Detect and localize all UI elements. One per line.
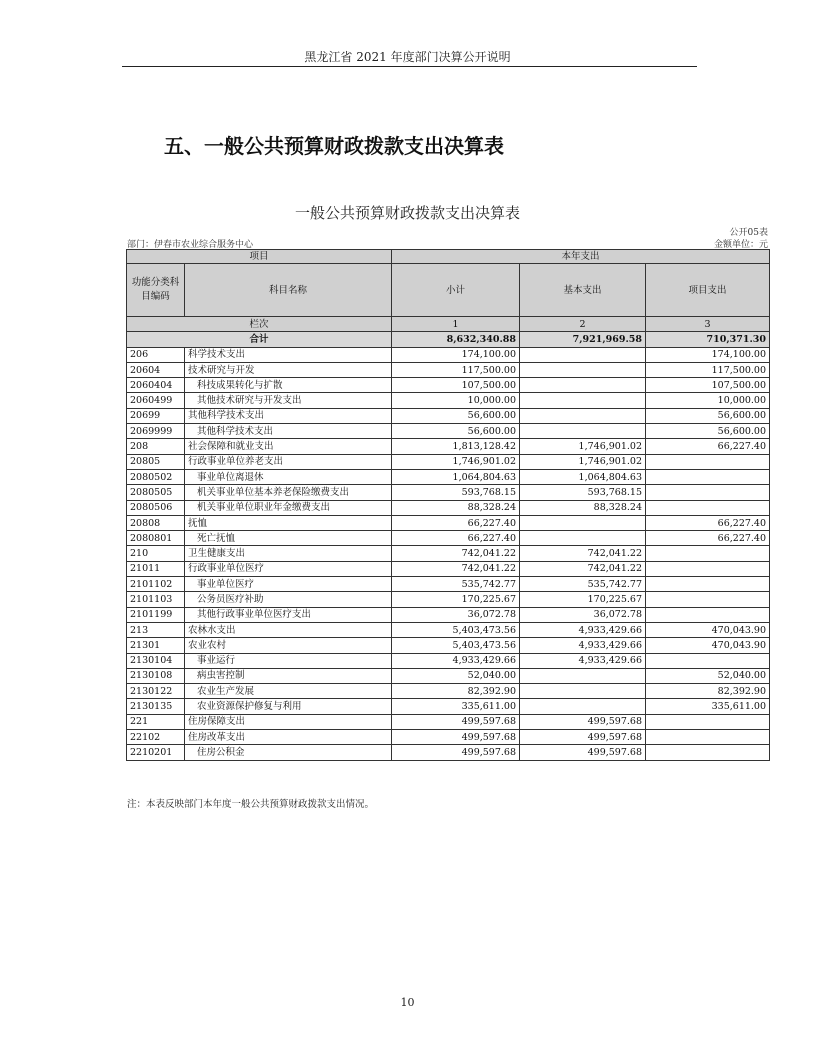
row-basic: 4,933,429.66 [520,638,646,653]
row-project [646,577,770,592]
row-project [646,730,770,745]
table-note: 注：本表反映部门本年度一般公共预算财政拨款支出情况。 [127,799,375,810]
row-basic [520,684,646,699]
row-project: 107,500.00 [646,378,770,393]
line-label: 栏次 [127,317,392,332]
row-subtotal: 742,041.22 [392,546,520,561]
row-basic [520,378,646,393]
row-code: 2130122 [127,684,185,699]
table-row [127,408,770,423]
row-name: 其他科学技术支出 [185,424,392,439]
row-code: 2101102 [127,577,185,592]
row-basic: 742,041.22 [520,546,646,561]
row-name: 技术研究与开发 [185,362,392,377]
row-code: 2101199 [127,607,185,622]
total-basic: 7,921,969.58 [520,332,646,347]
row-project: 66,227.40 [646,531,770,546]
row-subtotal: 335,611.00 [392,699,520,714]
row-project [646,653,770,668]
row-subtotal: 593,768.15 [392,485,520,500]
line-number-row [127,317,770,332]
row-name: 其他行政事业单位医疗支出 [185,607,392,622]
row-name: 事业单位离退休 [185,469,392,484]
header-rule [122,66,697,67]
line-3: 3 [646,317,770,332]
row-basic [520,408,646,423]
row-basic [520,668,646,683]
table-row [127,378,770,393]
row-code: 20699 [127,408,185,423]
table-title: 一般公共预算财政拨款支出决算表 [294,204,520,222]
table-row [127,561,770,576]
table-row [127,500,770,515]
row-project: 56,600.00 [646,408,770,423]
row-name: 其他技术研究与开发支出 [185,393,392,408]
row-code: 21011 [127,561,185,576]
header-row-2 [127,264,770,317]
row-name: 科学技术支出 [185,347,392,362]
row-name: 社会保障和就业支出 [185,439,392,454]
row-project [646,469,770,484]
row-subtotal: 499,597.68 [392,730,520,745]
row-subtotal: 107,500.00 [392,378,520,393]
row-name: 农业生产发展 [185,684,392,699]
row-code: 2080801 [127,531,185,546]
form-code: 公开05表 [729,228,768,238]
row-name: 事业单位医疗 [185,577,392,592]
header-row-1 [127,250,770,264]
table-row [127,668,770,683]
header-basic: 基本支出 [520,264,646,317]
row-name: 其他科学技术支出 [185,408,392,423]
total-row [127,332,770,347]
row-project: 470,043.90 [646,622,770,637]
row-project [646,745,770,760]
row-name: 行政事业单位医疗 [185,561,392,576]
row-basic: 499,597.68 [520,730,646,745]
row-name: 机关事业单位基本养老保险缴费支出 [185,485,392,500]
row-code: 213 [127,622,185,637]
row-code: 21301 [127,638,185,653]
row-project [646,561,770,576]
row-name: 死亡抚恤 [185,531,392,546]
table-row [127,424,770,439]
row-subtotal: 499,597.68 [392,714,520,729]
row-basic: 499,597.68 [520,745,646,760]
total-project: 710,371.30 [646,332,770,347]
row-subtotal: 1,813,128.42 [392,439,520,454]
row-subtotal: 1,746,901.02 [392,454,520,469]
row-subtotal: 5,403,473.56 [392,638,520,653]
row-subtotal: 56,600.00 [392,408,520,423]
row-code: 2060404 [127,378,185,393]
header-project-exp: 项目支出 [646,264,770,317]
section-title: 五、一般公共预算财政拨款支出决算表 [164,134,504,158]
table-row [127,531,770,546]
page-header: 黑龙江省 2021 年度部门决算公开说明 [304,50,511,64]
row-basic: 1,746,901.02 [520,454,646,469]
unit-label: 金额单位：元 [713,240,768,250]
row-project [646,714,770,729]
row-code: 2080505 [127,485,185,500]
row-name: 卫生健康支出 [185,546,392,561]
row-project [646,607,770,622]
table-row [127,347,770,362]
header-current-year: 本年支出 [392,250,770,264]
row-code: 206 [127,347,185,362]
row-basic [520,515,646,530]
row-code: 2080506 [127,500,185,515]
row-name: 住房保障支出 [185,714,392,729]
row-name: 农林水支出 [185,622,392,637]
row-subtotal: 4,933,429.66 [392,653,520,668]
row-name: 住房公积金 [185,745,392,760]
row-project: 52,040.00 [646,668,770,683]
table-row [127,454,770,469]
row-subtotal: 174,100.00 [392,347,520,362]
header-code: 功能分类科目编码 [127,264,185,317]
row-project: 174,100.00 [646,347,770,362]
row-subtotal: 499,597.68 [392,745,520,760]
table-row [127,439,770,454]
row-subtotal: 535,742.77 [392,577,520,592]
row-project [646,546,770,561]
row-subtotal: 66,227.40 [392,531,520,546]
row-basic: 4,933,429.66 [520,622,646,637]
row-basic: 535,742.77 [520,577,646,592]
row-subtotal: 10,000.00 [392,393,520,408]
row-subtotal: 82,392.90 [392,684,520,699]
row-name: 农业农村 [185,638,392,653]
row-name: 病虫害控制 [185,668,392,683]
row-basic: 1,746,901.02 [520,439,646,454]
row-code: 2130104 [127,653,185,668]
row-code: 2130135 [127,699,185,714]
row-name: 事业运行 [185,653,392,668]
row-project: 82,392.90 [646,684,770,699]
table-row [127,638,770,653]
table-row [127,469,770,484]
row-project: 66,227.40 [646,515,770,530]
row-basic [520,699,646,714]
table-row [127,653,770,668]
header-project: 项目 [127,250,392,264]
row-subtotal: 5,403,473.56 [392,622,520,637]
row-name: 机关事业单位职业年金缴费支出 [185,500,392,515]
row-basic: 593,768.15 [520,485,646,500]
line-1: 1 [392,317,520,332]
row-basic [520,347,646,362]
row-subtotal: 52,040.00 [392,668,520,683]
row-basic [520,393,646,408]
row-subtotal: 1,064,804.63 [392,469,520,484]
table-row [127,485,770,500]
row-basic: 742,041.22 [520,561,646,576]
row-code: 2101103 [127,592,185,607]
page-number: 10 [400,996,415,1009]
row-basic: 4,933,429.66 [520,653,646,668]
table-row [127,730,770,745]
table-row [127,515,770,530]
row-code: 20808 [127,515,185,530]
row-subtotal: 66,227.40 [392,515,520,530]
header-name: 科目名称 [185,264,392,317]
row-basic: 499,597.68 [520,714,646,729]
row-code: 2210201 [127,745,185,760]
expenditure-table [126,249,770,761]
row-project [646,485,770,500]
table-row [127,684,770,699]
row-name: 农业资源保护修复与利用 [185,699,392,714]
line-2: 2 [520,317,646,332]
row-name: 抚恤 [185,515,392,530]
table-row [127,622,770,637]
row-name: 公务员医疗补助 [185,592,392,607]
row-project [646,454,770,469]
table-row [127,699,770,714]
row-project: 117,500.00 [646,362,770,377]
table-row [127,362,770,377]
row-code: 20805 [127,454,185,469]
row-subtotal: 170,225.67 [392,592,520,607]
row-subtotal: 117,500.00 [392,362,520,377]
row-code: 2080502 [127,469,185,484]
row-code: 2069999 [127,424,185,439]
total-label: 合计 [127,332,392,347]
table-row [127,577,770,592]
row-project [646,592,770,607]
row-basic: 170,225.67 [520,592,646,607]
row-name: 住房改革支出 [185,730,392,745]
row-basic: 88,328.24 [520,500,646,515]
row-basic: 1,064,804.63 [520,469,646,484]
row-code: 2130108 [127,668,185,683]
row-basic [520,424,646,439]
row-code: 2060499 [127,393,185,408]
table-row [127,607,770,622]
row-project: 56,600.00 [646,424,770,439]
row-name: 行政事业单位养老支出 [185,454,392,469]
row-project: 470,043.90 [646,638,770,653]
table-row [127,393,770,408]
row-subtotal: 36,072.78 [392,607,520,622]
row-basic [520,531,646,546]
row-basic [520,362,646,377]
total-subtotal: 8,632,340.88 [392,332,520,347]
row-code: 210 [127,546,185,561]
table-row [127,592,770,607]
row-basic: 36,072.78 [520,607,646,622]
row-project: 10,000.00 [646,393,770,408]
row-code: 208 [127,439,185,454]
row-project: 335,611.00 [646,699,770,714]
row-subtotal: 88,328.24 [392,500,520,515]
header-subtotal: 小计 [392,264,520,317]
row-code: 221 [127,714,185,729]
row-code: 22102 [127,730,185,745]
row-project [646,500,770,515]
table-row [127,546,770,561]
row-code: 20604 [127,362,185,377]
department-label: 部门：伊春市农业综合服务中心 [127,240,254,250]
row-subtotal: 742,041.22 [392,561,520,576]
row-subtotal: 56,600.00 [392,424,520,439]
table-row [127,714,770,729]
row-name: 科技成果转化与扩散 [185,378,392,393]
row-project: 66,227.40 [646,439,770,454]
table-row [127,745,770,760]
